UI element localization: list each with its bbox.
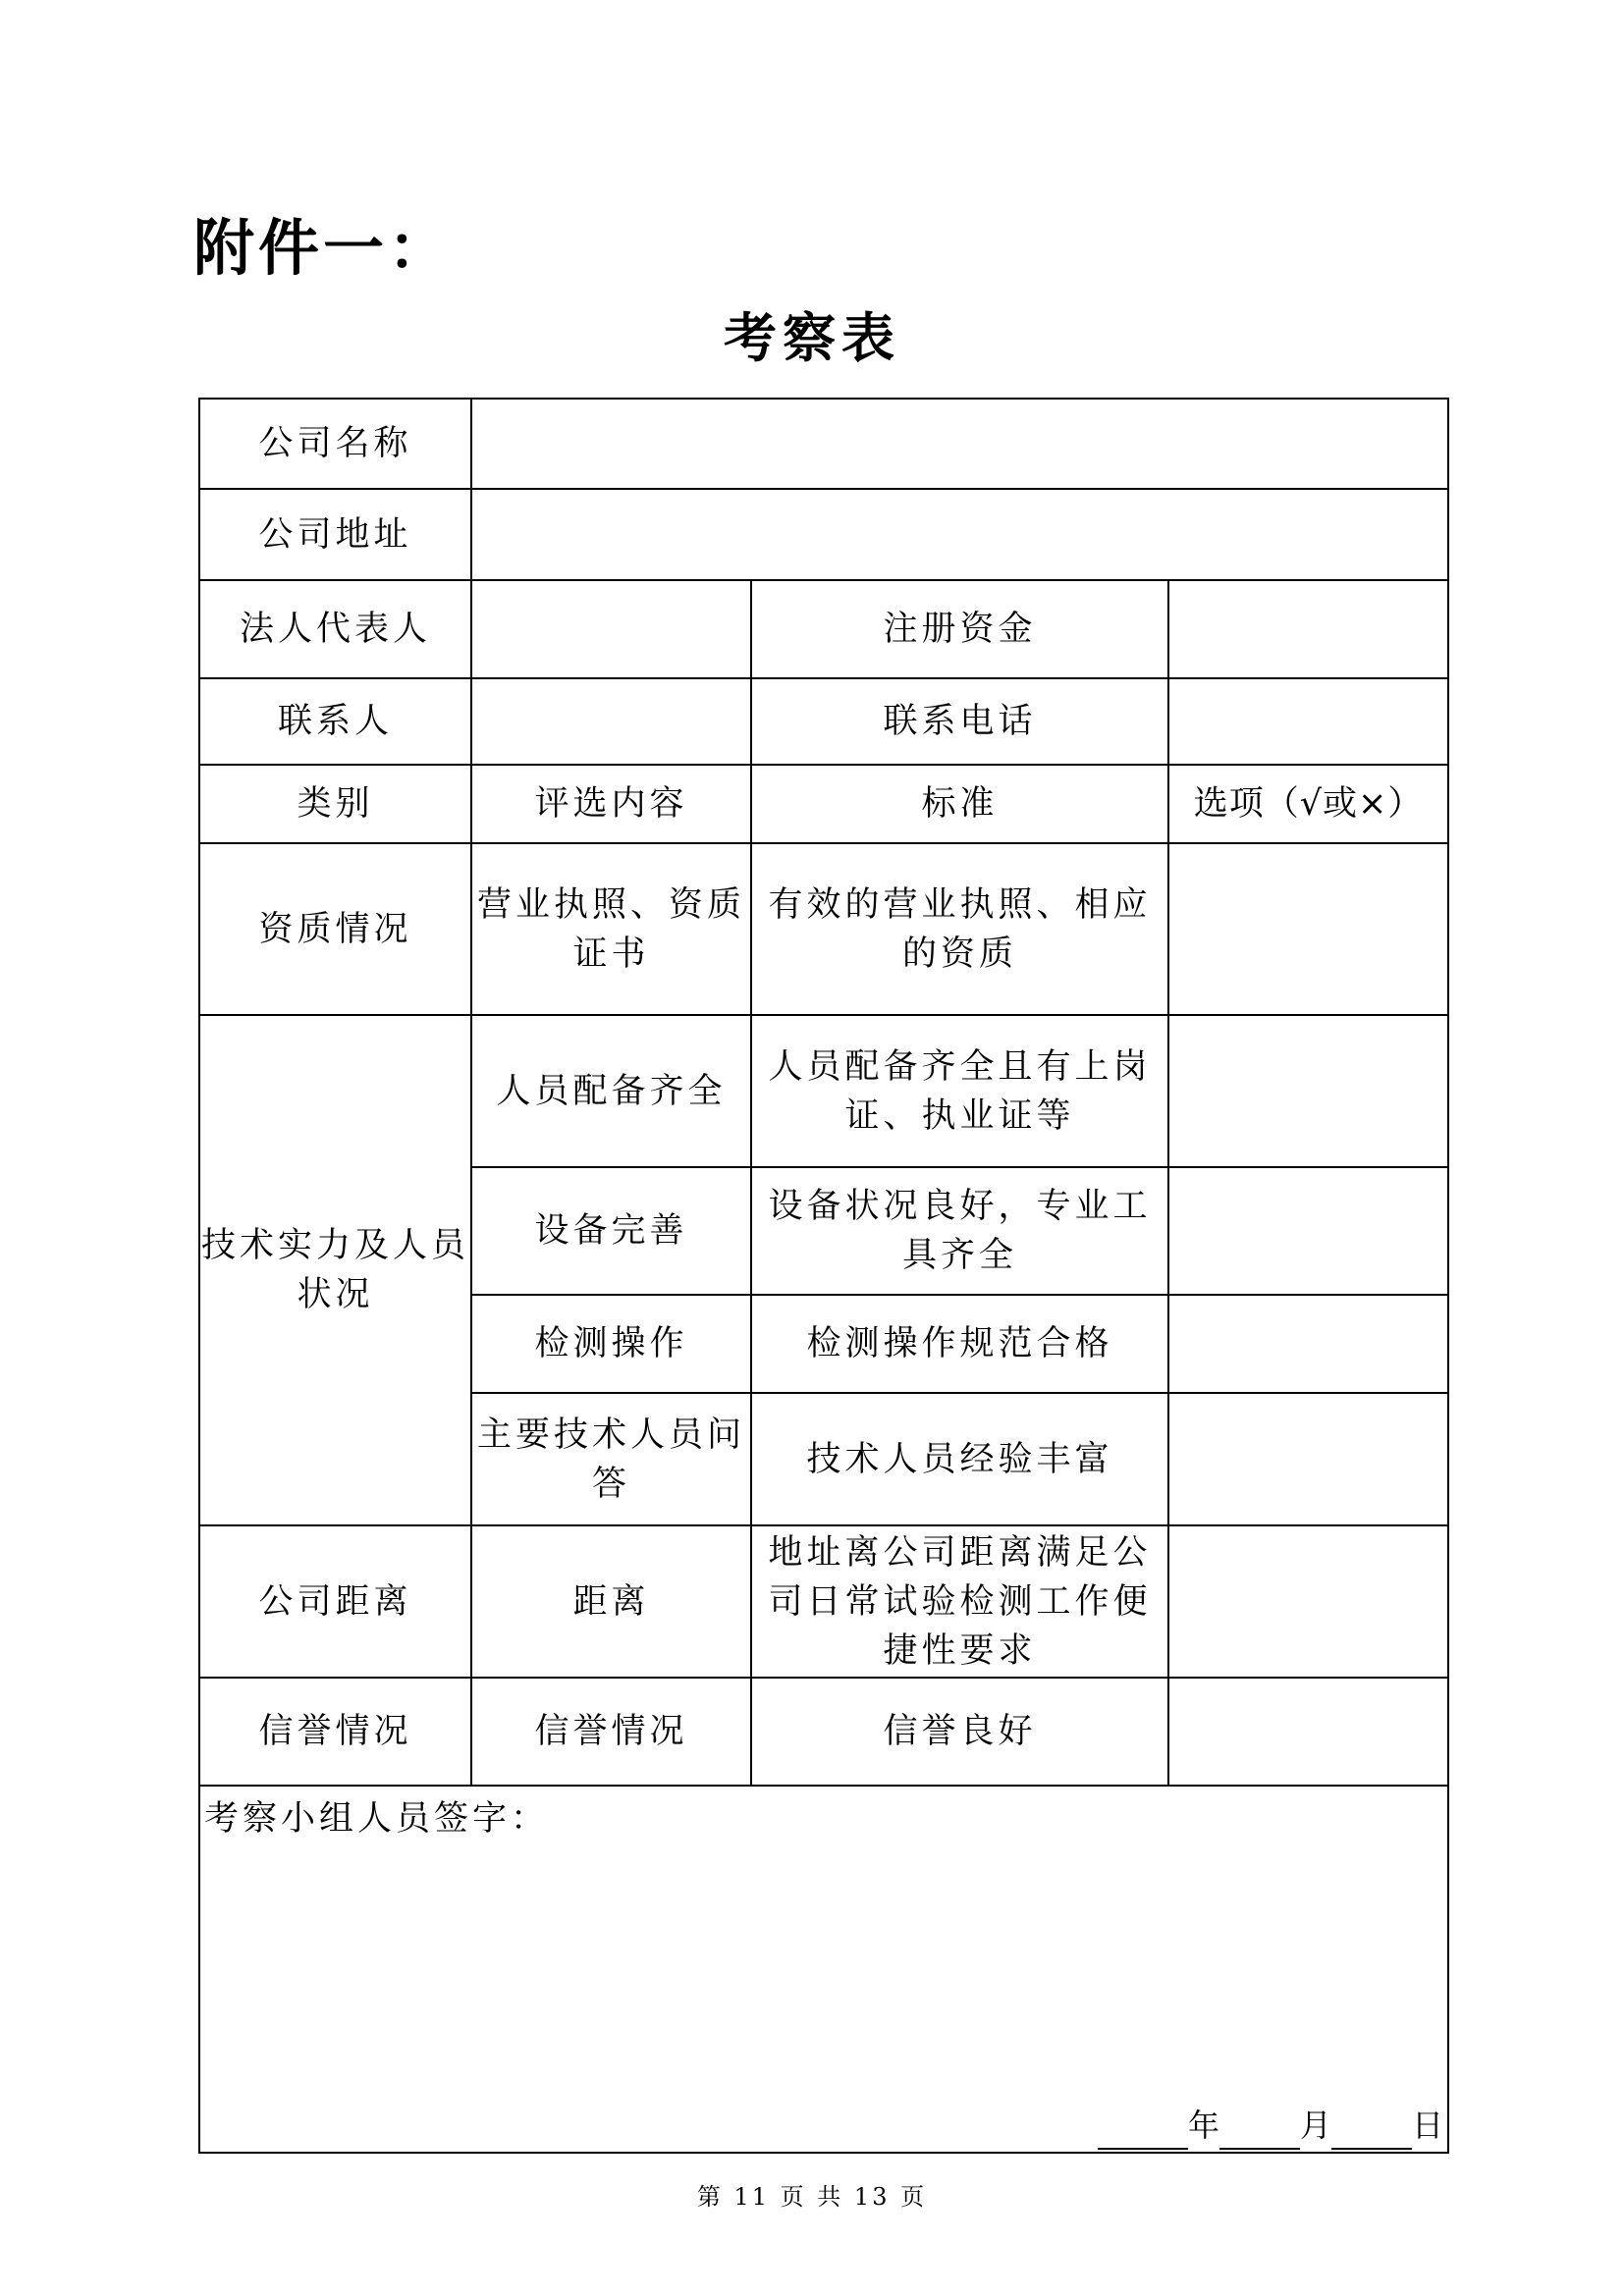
year-label: 年 [1187,2107,1219,2144]
criteria-standard: 地址离公司距离满足公司日常试验检测工作便捷性要求 [751,1525,1168,1678]
company-name-row [199,399,1448,489]
attachment-label: 附件一： [193,212,454,284]
option-cell[interactable] [1168,1015,1448,1167]
legal-rep-field[interactable] [471,580,751,678]
option-cell[interactable] [1168,1295,1448,1393]
category-company-distance: 公司距离 [199,1525,471,1678]
signature-label: 考察小组人员签字： [204,1799,550,1839]
company-name-field[interactable] [471,399,1448,489]
column-header-row [199,765,1448,843]
criteria-standard: 技术人员经验丰富 [751,1393,1168,1525]
month-blank[interactable] [1219,2112,1300,2150]
registered-capital-field[interactable] [1168,580,1448,678]
option-cell[interactable] [1168,1167,1448,1295]
criteria-content: 距离 [471,1525,751,1678]
company-address-row [199,489,1448,580]
day-label: 日 [1412,2107,1444,2144]
criteria-standard: 有效的营业执照、相应的资质 [751,843,1168,1015]
signature-row [199,1786,1448,2153]
criteria-content: 营业执照、资质证书 [471,843,751,1015]
option-cell[interactable] [1168,1525,1448,1678]
criteria-content: 检测操作 [471,1295,751,1393]
criteria-content: 信誉情况 [471,1678,751,1786]
category-reputation: 信誉情况 [199,1678,471,1786]
table-row [199,1015,1448,1167]
company-address-label: 公司地址 [199,489,471,580]
criteria-standard: 人员配备齐全且有上岗证、执业证等 [751,1015,1168,1167]
category-technical-strength: 技术实力及人员状况 [199,1015,471,1525]
column-header-option: 选项（√或×） [1168,765,1448,843]
column-header-category: 类别 [199,765,471,843]
option-cell[interactable] [1168,1678,1448,1786]
contact-row [199,678,1448,765]
phone-field[interactable] [1168,678,1448,765]
option-cell[interactable] [1168,1393,1448,1525]
table-row [199,1525,1448,1678]
month-label: 月 [1300,2107,1332,2144]
company-name-label: 公司名称 [199,399,471,489]
criteria-content: 设备完善 [471,1167,751,1295]
column-header-content: 评选内容 [471,765,751,843]
table-row [199,843,1448,1015]
table-row [199,1678,1448,1786]
date-line [1098,2101,1443,2150]
contact-field[interactable] [471,678,751,765]
option-cell[interactable] [1168,843,1448,1015]
column-header-standard: 标准 [751,765,1168,843]
page-title: 考察表 [724,307,900,369]
year-blank[interactable] [1098,2112,1188,2150]
inspection-form-table [198,398,1449,2154]
day-blank[interactable] [1331,2112,1412,2150]
criteria-standard: 设备状况良好，专业工具齐全 [751,1167,1168,1295]
legal-rep-row [199,580,1448,678]
registered-capital-label: 注册资金 [751,580,1168,678]
phone-label: 联系电话 [751,678,1168,765]
criteria-standard: 检测操作规范合格 [751,1295,1168,1393]
signature-area[interactable] [199,1786,1448,2153]
legal-rep-label: 法人代表人 [199,580,471,678]
criteria-content: 人员配备齐全 [471,1015,751,1167]
criteria-content: 主要技术人员问答 [471,1393,751,1525]
criteria-standard: 信誉良好 [751,1678,1168,1786]
contact-label: 联系人 [199,678,471,765]
page-number: 第 11 页 共 13 页 [696,2183,928,2211]
company-address-field[interactable] [471,489,1448,580]
category-qualification: 资质情况 [199,843,471,1015]
